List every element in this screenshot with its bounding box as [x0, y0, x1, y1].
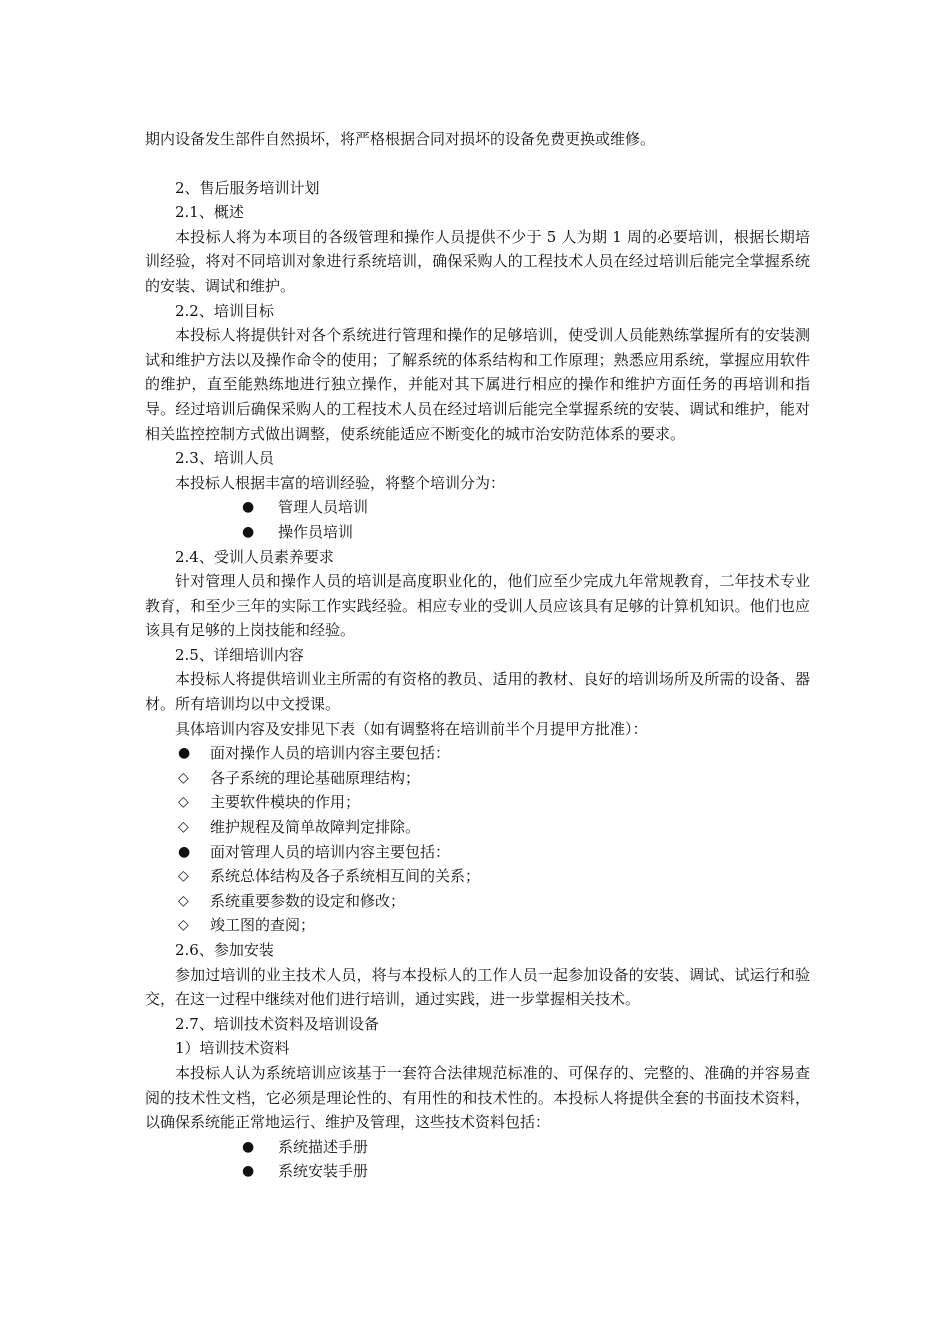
subsection-heading: 2.4、受训人员素养要求 [175, 547, 334, 566]
subsection-heading: 2.6、参加安装 [175, 941, 274, 959]
paragraph: 参加过培训的业主技术人员，将与本投标人的工作人员一起参加设备的安装、调试、试运行和验交，在这一过程中继续对他们进行培训，通过实践，进一步掌握相关技术。 [145, 965, 810, 1009]
list-item-text: 竣工图的查阅； [210, 916, 316, 935]
diamond-icon: ◇ [178, 794, 189, 811]
list-item [145, 815, 810, 840]
list-item-text: 维护规程及简单故障判定排除。 [210, 818, 421, 837]
continuation-line: 期内设备发生部件自然损坏，将严格根据合同对损坏的设备免费更换或维修。 [145, 130, 656, 148]
list-item-text: 面对管理人员的培训内容主要包括： [210, 842, 451, 861]
paragraph: 针对管理人员和操作人员的培训是高度职业化的，他们应至少完成九年常规教育，二年技术专业教育，和至少三年的实际工作实践经验。相应专业的受训人员应该具有足够的计算机知识。他们也应该具有足够的上岗技能和经验。 [145, 572, 810, 640]
list-item [145, 864, 810, 889]
list-item [145, 913, 810, 938]
list-item-text: 系统描述手册 [278, 1137, 369, 1156]
list-item-text: 系统重要参数的设定和修改； [210, 891, 406, 910]
document-body [145, 127, 810, 1184]
list-item [145, 741, 810, 766]
subsection-heading: 2.5、详细培训内容 [175, 645, 304, 664]
section-heading: 2、售后服务培训计划 [175, 178, 320, 197]
bullet-dot-icon: ● [178, 843, 191, 860]
diamond-icon: ◇ [178, 917, 189, 934]
bullet-dot-icon: ● [242, 1138, 255, 1155]
paragraph: 本投标人根据丰富的培训经验，将整个培训分为： [175, 473, 506, 492]
list-item-text: 系统安装手册 [278, 1162, 369, 1181]
list-item [145, 840, 810, 865]
subsection-heading: 2.7、培训技术资料及培训设备 [175, 1014, 379, 1033]
paragraph: 具体培训内容及安排见下表（如有调整将在培训前半个月提甲方批准）： [175, 719, 648, 738]
list-item [145, 1159, 810, 1184]
paragraph: 本投标人认为系统培训应该基于一套符合法律规范标准的、可保存的、完整的、准确的并容易查阅的技术性文档，它必须是理论性的、有用性的和技术性的。本投标人将提供全套的书面技术资料，以确保系统能正常地运行、维护及管理，这些技术资料包括： [145, 1063, 810, 1132]
list-item [145, 790, 810, 815]
diamond-icon: ◇ [178, 892, 189, 909]
list-item [145, 520, 810, 545]
list-item [145, 766, 810, 791]
paragraph: 本投标人将提供针对各个系统进行管理和操作的足够培训，使受训人员能熟练掌握所有的安装测试和维护方法以及操作命令的使用；了解系统的体系结构和工作原理；熟悉应用系统，掌握应用软件的维护，直至能熟练地进行独立操作，并能对其下属进行相应的操作和维护方面任务的再培训和指导。经过培训后确保采购人的工程技术人员在经过培训后能完全掌握系统的安装、调试和维护，能对相关监控控制方式做出调整，使系统能适应不断变化的城市治安防范体系的要求。 [145, 326, 810, 443]
diamond-icon: ◇ [178, 819, 189, 836]
list-item [145, 495, 810, 520]
list-item-text: 主要软件模块的作用； [210, 793, 361, 812]
list-item [145, 889, 810, 914]
bullet-dot-icon: ● [242, 1163, 255, 1180]
list-item-text: 操作员培训 [278, 522, 354, 541]
paragraph: 本投标人将提供培训业主所需的有资格的教员、适用的教材、良好的培训场所及所需的设备、器材。所有培训均以中文授课。 [145, 670, 810, 714]
bullet-dot-icon: ● [178, 745, 191, 762]
sub-item-heading: 1）培训技术资料 [175, 1039, 290, 1058]
paragraph: 本投标人将为本项目的各级管理和操作人员提供不少于 5 人为期 1 周的必要培训，根据长期培训经验，将对不同培训对象进行系统培训，确保采购人的工程技术人员在经过培训后能完全掌握系统的安装、调试和维护。 [145, 227, 810, 295]
bullet-dot-icon: ● [242, 523, 255, 540]
list-item [145, 1135, 810, 1160]
diamond-icon: ◇ [178, 769, 189, 786]
list-item-text: 系统总体结构及各子系统相互间的关系； [210, 867, 481, 886]
subsection-heading: 2.2、培训目标 [175, 301, 274, 320]
diamond-icon: ◇ [178, 868, 189, 885]
list-item-text: 管理人员培训 [278, 498, 369, 517]
subsection-heading: 2.3、培训人员 [175, 449, 274, 468]
bullet-dot-icon: ● [242, 499, 255, 516]
blank-line [145, 152, 810, 176]
list-item-text: 各子系统的理论基础原理结构； [210, 768, 421, 787]
subsection-heading: 2.1、概述 [175, 203, 244, 222]
list-item-text: 面对操作人员的培训内容主要包括： [210, 744, 451, 763]
